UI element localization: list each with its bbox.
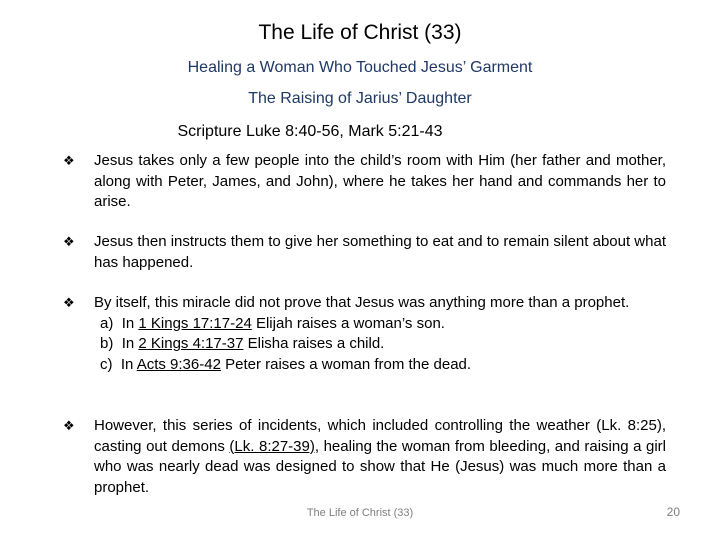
scripture-reference: Scripture Luke 8:40-56, Mark 5:21-43 [177, 123, 443, 140]
sub-item-text: Peter raises a woman from the dead. [225, 355, 472, 373]
sub-list-item [94, 355, 666, 376]
sub-item-marker: a) [100, 314, 114, 332]
sub-item-pre: In [121, 314, 135, 332]
slide-title: The Life of Christ (33) [258, 21, 462, 44]
scripture-link[interactable]: (Lk. 8:27-39), [229, 437, 320, 455]
scripture-link[interactable]: Acts 9:36-42 [136, 355, 221, 373]
diamond-bullet-icon: ❖ [63, 295, 75, 310]
sub-list-item [94, 314, 666, 335]
bullet-item [63, 232, 666, 273]
bullet-text-part: healing the woman from bleeding, and raising a girl who was nearly dead was designed to show that He (Jesus) was much more than a prophet. [94, 437, 667, 496]
diamond-bullet-icon: ❖ [63, 153, 75, 168]
sub-item-marker: b) [100, 335, 114, 352]
sub-item-text: Elisha raises a child. [247, 335, 385, 352]
sub-item-marker: c) [100, 355, 113, 373]
bullet-text [94, 293, 666, 375]
bullet-item [63, 151, 666, 213]
bullet-item [63, 293, 666, 375]
bullet-text: Jesus takes only a few people into the child’s room with Him (her father and mother, along with Peter, James, and John), where he takes her hand and commands her to arise. [94, 152, 666, 210]
diamond-bullet-icon: ❖ [63, 234, 75, 249]
sub-item-text: Elijah raises a woman’s son. [255, 314, 445, 332]
sub-item-pre: In [120, 355, 134, 373]
subtitle-raising: The Raising of Jarius’ Daughter [248, 90, 472, 107]
scripture-link[interactable]: 1 Kings 17:17-24 [138, 314, 252, 332]
diamond-bullet-icon: ❖ [63, 418, 75, 433]
page-number: 20 [666, 505, 680, 519]
bullet-text-part: However, this series of incidents, which included controlling the weather (Lk. 8:25), casting out demons [94, 417, 666, 455]
bullet-text [94, 416, 666, 498]
bullet-intro: By itself, this miracle did not prove that Jesus was anything more than a prophet. [94, 294, 630, 311]
bullet-text: Jesus then instructs them to give her something to eat and to remain silent about what has happened. [94, 233, 666, 271]
footer-title: The Life of Christ (33) [306, 507, 414, 519]
scripture-link[interactable]: 2 Kings 4:17-37 [138, 335, 244, 352]
bullet-item [63, 416, 666, 498]
sub-list-item [94, 334, 666, 355]
subtitle-healing: Healing a Woman Who Touched Jesus’ Garment [187, 59, 533, 76]
sub-item-pre: In [121, 335, 135, 352]
